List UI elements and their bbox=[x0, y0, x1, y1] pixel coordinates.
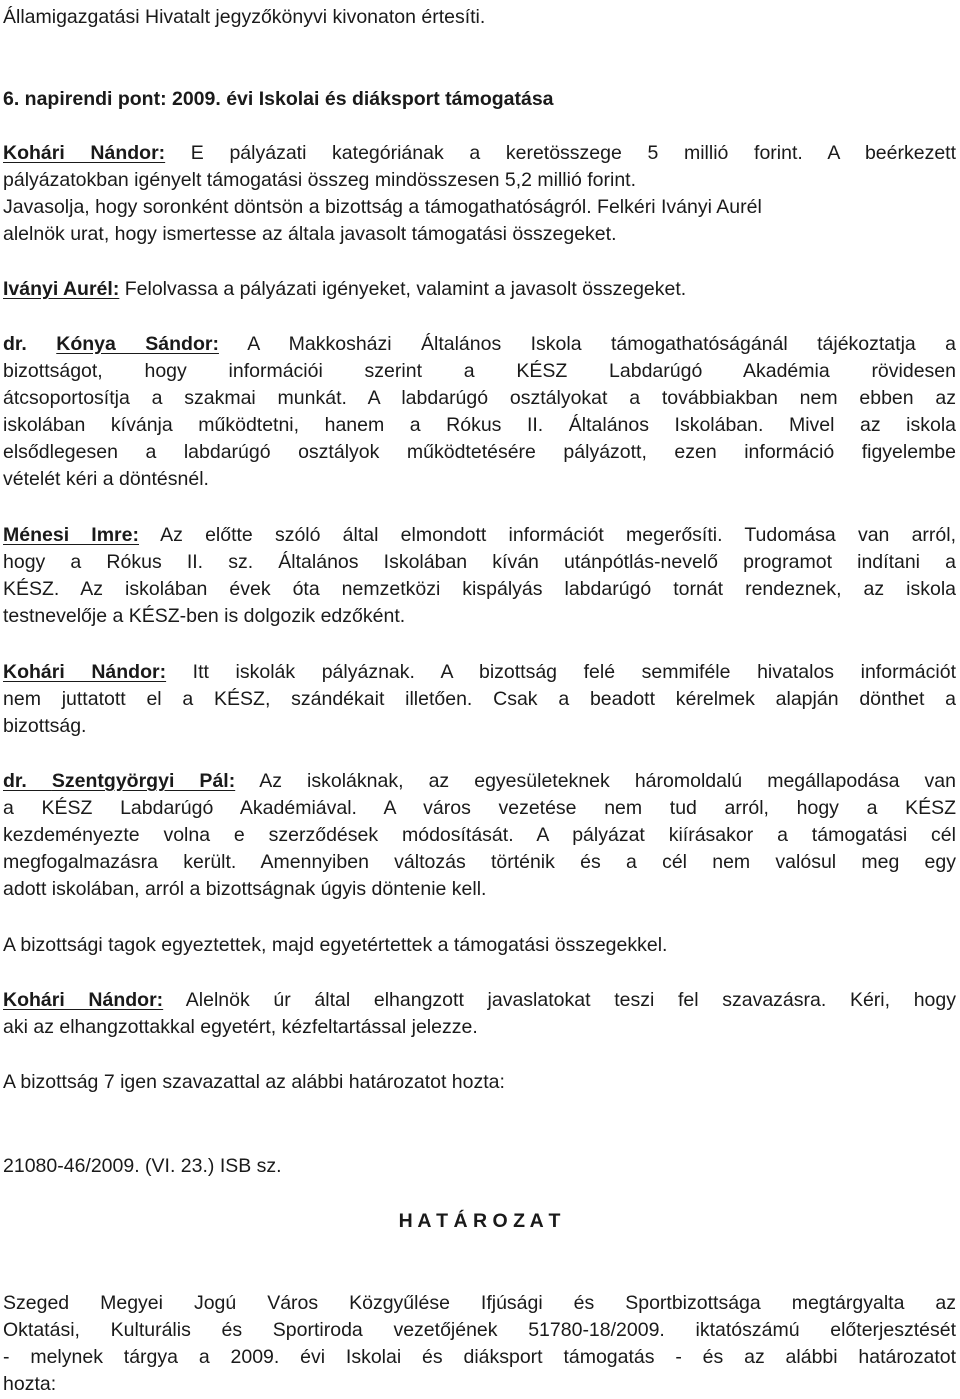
paragraph-konya-line: átcsoportosítja a szakmai munkát. A labdarúgó osztályokat a továbbiakban nem ebben az bbox=[3, 387, 956, 409]
paragraph-agreement-line: A bizottsági tagok egyeztettek, majd egyetértettek a támogatási összegekkel. bbox=[3, 934, 668, 956]
text-span: A Makkosházi Általános Iskola támogathatóságánál tájékoztatja a bbox=[218, 333, 957, 355]
paragraph-kohari-1-line bbox=[3, 140, 956, 168]
paragraph-kohari-3-line: aki az elhangzottakkal egyetért, kézfeltartással jelezze. bbox=[3, 1016, 478, 1038]
paragraph-konya-line bbox=[3, 331, 956, 359]
resolution-text-line: Szeged Megyei Jogú Város Közgyűlése Ifjúsági és Sportbizottsága megtárgyalta az bbox=[3, 1292, 956, 1314]
speaker-prefix: dr. bbox=[3, 333, 57, 355]
text-span: Alelnök úr által elhangzott javaslatokat teszi fel szavazásra. Kéri, hogy bbox=[163, 989, 956, 1011]
text-span: Felolvassa a pályázati igényeket, valamint a javasolt összegeket. bbox=[119, 278, 687, 300]
paragraph-szentgyorgyi-line bbox=[3, 768, 956, 796]
text-span: Az iskoláknak, az egyesületeknek háromoldalú megállapodása van bbox=[235, 770, 956, 792]
paragraph-szentgyorgyi-line: adott iskolában, arról a bizottságnak úgyis döntenie kell. bbox=[3, 878, 487, 900]
text-span: Itt iskolák pályáznak. A bizottság felé semmiféle hivatalos információt bbox=[166, 661, 956, 683]
paragraph-konya-line: iskolában kívánja működtetni, hanem a Rókus II. Általános Iskolában. Mivel az iskola bbox=[3, 414, 956, 436]
resolution-text-line: hozta: bbox=[3, 1373, 57, 1395]
paragraph-menesi-line bbox=[3, 522, 956, 550]
speaker-name: Ménesi Imre: bbox=[3, 524, 139, 546]
speaker-name: Iványi Aurél: bbox=[3, 278, 120, 300]
speaker-name: Kohári Nándor: bbox=[3, 142, 166, 164]
agenda-heading: 6. napirendi pont: 2009. évi Iskolai és diáksport támogatása bbox=[3, 88, 554, 110]
paragraph-szentgyorgyi-line: a KÉSZ Labdarúgó Akadémiával. A város vezetése nem tud arról, hogy a KÉSZ bbox=[3, 797, 956, 819]
paragraph-kohari-2-line bbox=[3, 659, 956, 687]
paragraph-kohari-1-line: pályázatokban igényelt támogatási összeg mindösszesen 5,2 millió forint. bbox=[3, 169, 637, 191]
paragraph-kohari-1-line: Javasolja, hogy soronként döntsön a bizottság a támogathatóságról. Felkéri Iványi Aurél bbox=[3, 196, 762, 218]
paragraph-ivanyi-line bbox=[3, 276, 956, 304]
paragraph-kohari-2-line: bizottság. bbox=[3, 715, 87, 737]
paragraph-konya-line: vételét kéri a döntésnél. bbox=[3, 468, 209, 490]
paragraph-konya-line: elsődlegesen a labdarúgó osztályok működtetésére pályázott, ezen információ figyelembe bbox=[3, 441, 956, 463]
speaker-name: Szentgyörgyi Pál: bbox=[51, 770, 236, 792]
paragraph-szentgyorgyi-line: megfogalmazásra került. Amennyiben változás történik és a cél nem valósul meg egy bbox=[3, 851, 956, 873]
text-span: E pályázati kategóriának a keretösszege 5 millió forint. A beérkezett bbox=[165, 142, 956, 164]
paragraph-kohari-1-line: alelnök urat, hogy ismertesse az általa javasolt támogatási összegeket. bbox=[3, 223, 617, 245]
paragraph-menesi-line: testnevelője a KÉSZ-ben is dolgozik edzőként. bbox=[3, 605, 406, 627]
vote-result-line: A bizottság 7 igen szavazattal az alábbi határozatot hozta: bbox=[3, 1071, 505, 1093]
resolution-text-line: - melynek tárgya a 2009. évi Iskolai és diáksport támogatás - és az alábbi határozatot bbox=[3, 1346, 956, 1368]
paragraph-kohari-2-line: nem juttatott el a KÉSZ, szándékait illetően. Csak a beadott kérelmek alapján dönthet a bbox=[3, 688, 956, 710]
speaker-name: Kohári Nándor: bbox=[3, 989, 164, 1011]
resolution-text-line: Oktatási, Kulturális és Sportiroda vezetőjének 51780-18/2009. iktatószámú előterjesztését bbox=[3, 1319, 956, 1341]
paragraph-kohari-3-line bbox=[3, 987, 956, 1015]
intro-line: Államigazgatási Hivatalt jegyzőkönyvi kivonaton értesíti. bbox=[3, 6, 486, 28]
paragraph-menesi-line: KÉSZ. Az iskolában évek óta nemzetközi kispályás labdarúgó tornát rendeznek, az iskola bbox=[3, 578, 956, 600]
text-span: Az előtte szóló által elmondott információt megerősíti. Tudomása van arról, bbox=[139, 524, 957, 546]
paragraph-menesi-line: hogy a Rókus II. sz. Általános Iskolában kíván utánpótlás-nevelő programot indítani a bbox=[3, 551, 956, 573]
paragraph-konya-line: bizottságot, hogy információi szerint a KÉSZ Labdarúgó Akadémia rövidesen bbox=[3, 360, 956, 382]
speaker-prefix: dr. bbox=[3, 770, 52, 792]
speaker-name: Kónya Sándor: bbox=[56, 333, 219, 355]
speaker-name: Kohári Nándor: bbox=[3, 661, 167, 683]
resolution-number: 21080-46/2009. (VI. 23.) ISB sz. bbox=[3, 1155, 282, 1177]
paragraph-szentgyorgyi-line: kezdeményezte volna e szerződések módosítását. A pályázat kiírásakor a támogatási cél bbox=[3, 824, 956, 846]
resolution-title: H A T Á R O Z A T bbox=[398, 1210, 561, 1232]
